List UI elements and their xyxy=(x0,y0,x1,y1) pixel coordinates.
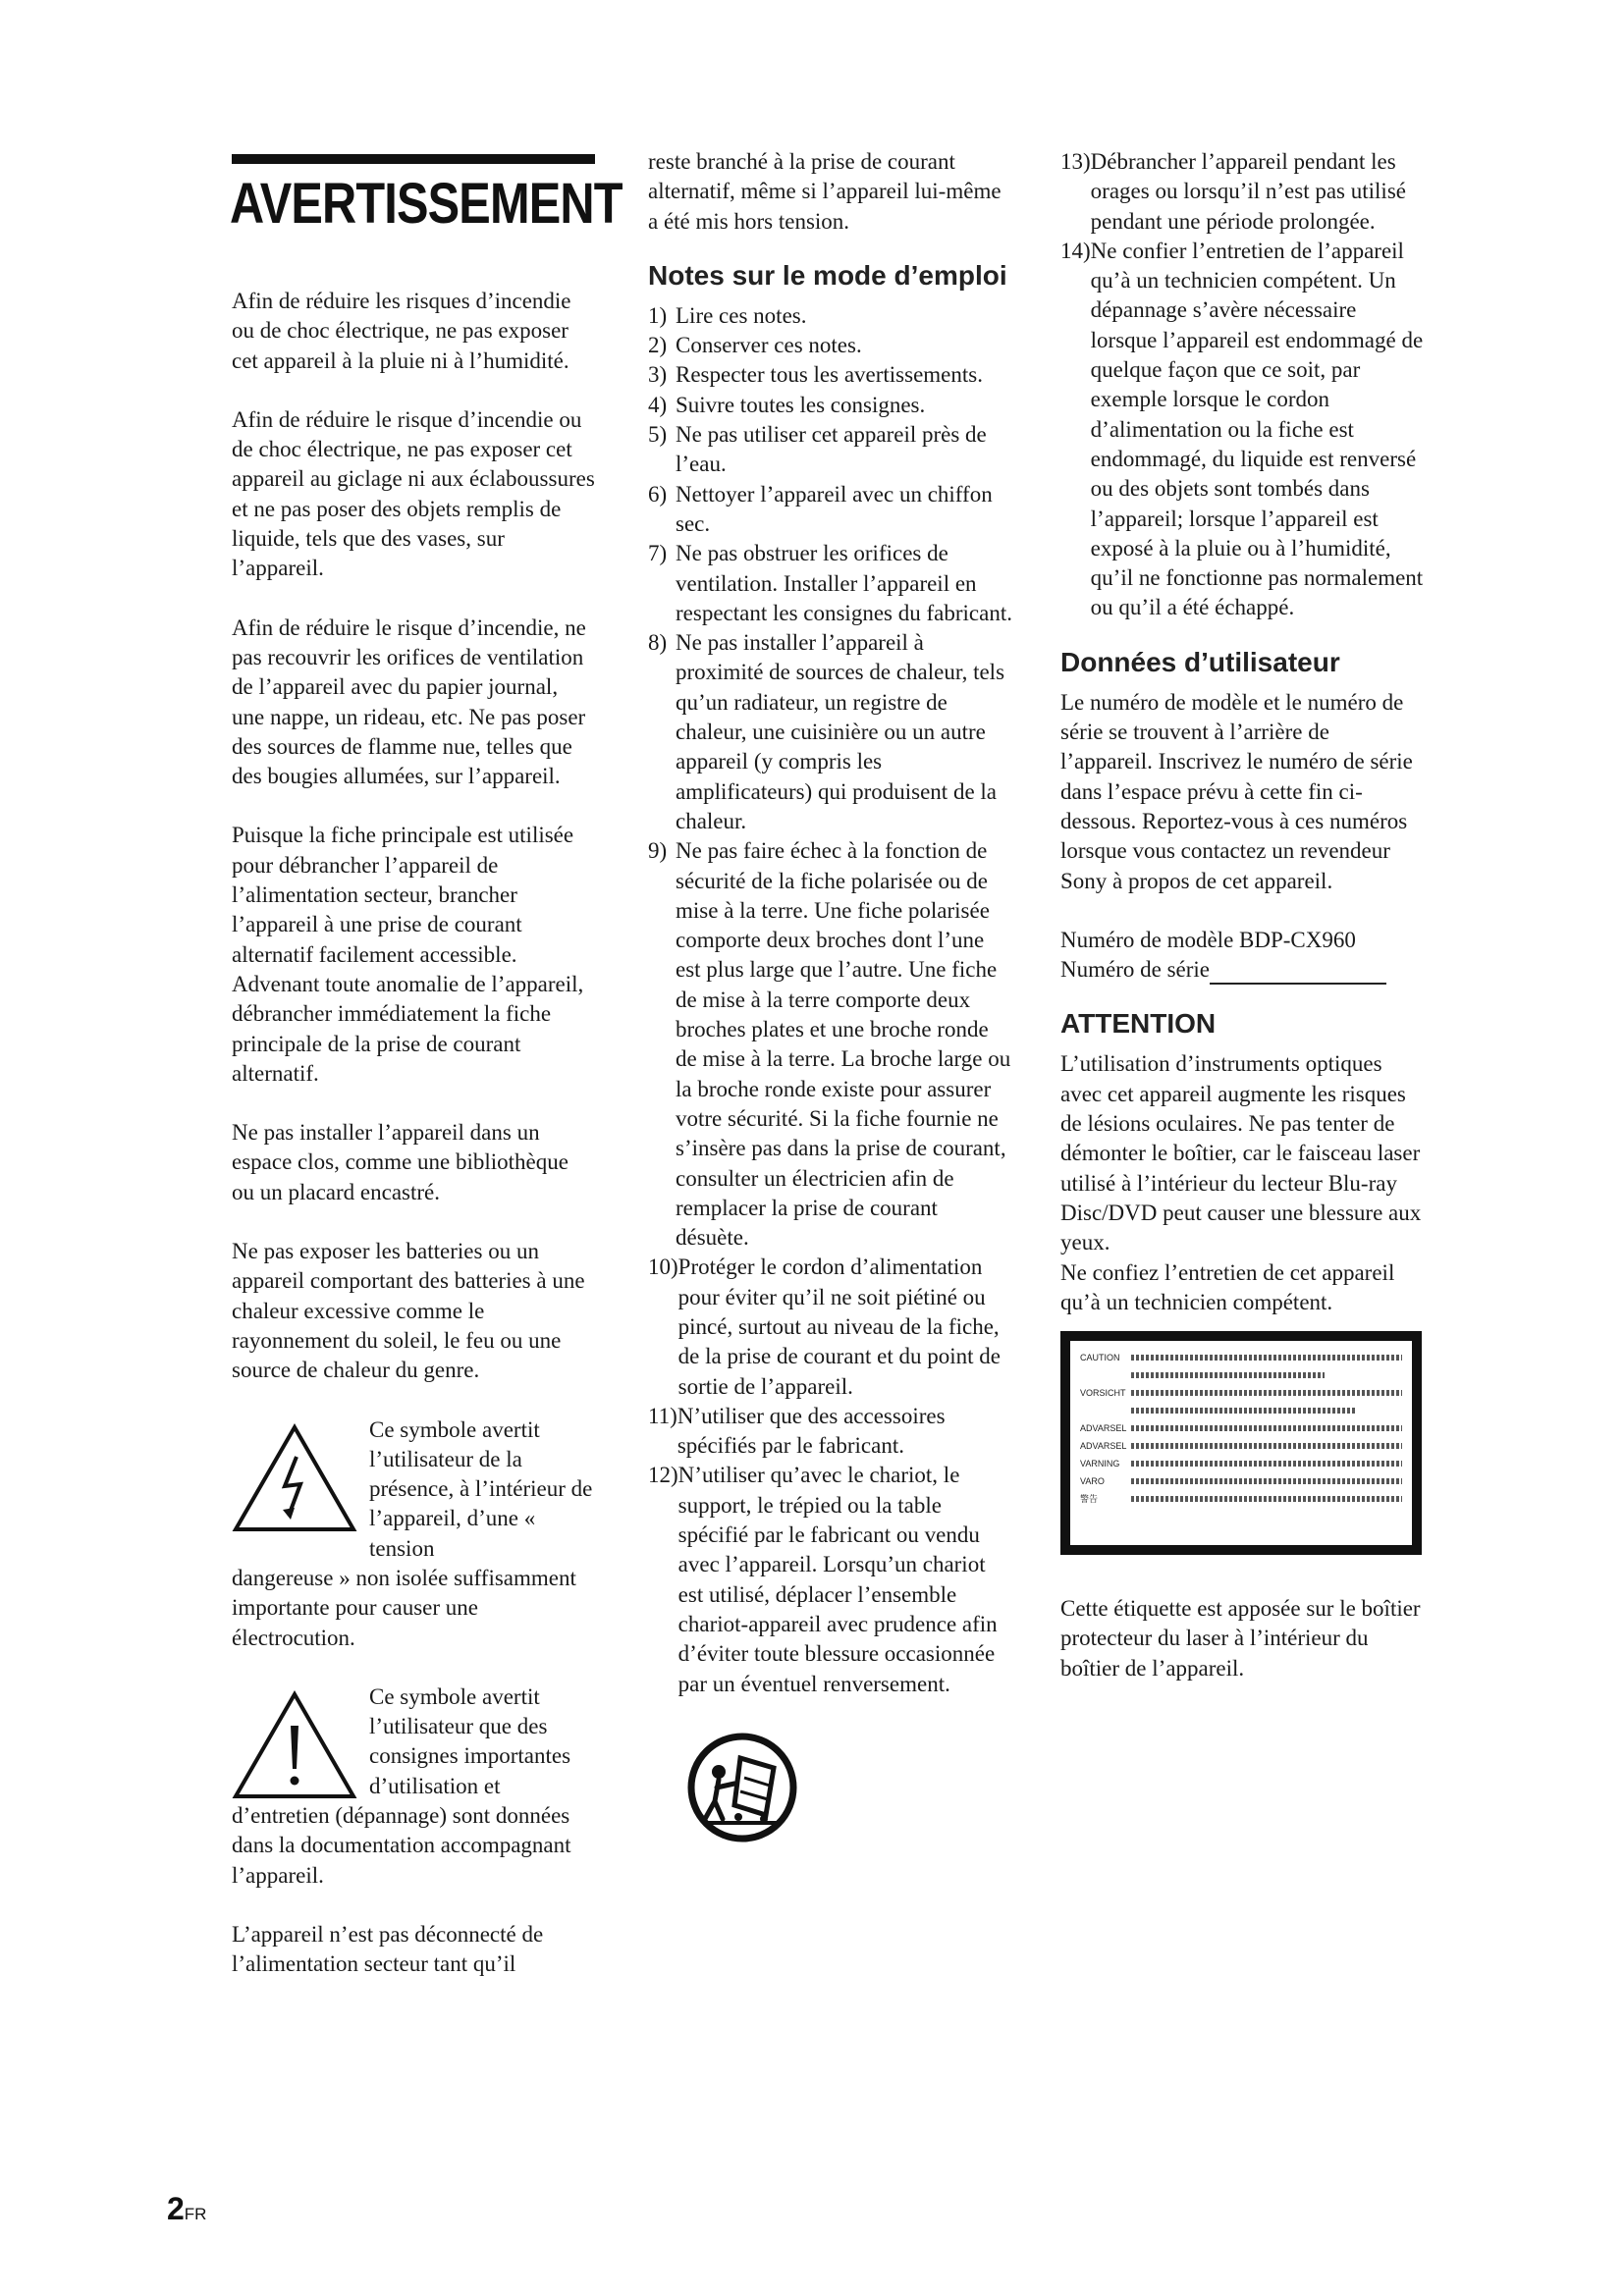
exclamation-symbol-block xyxy=(232,1682,595,1801)
list-item: 3) Respecter tous les avertissements. xyxy=(648,362,983,388)
list-item: 8) Ne pas installer l’appareil à proximité de sources de chaleur, tels qu’un radiateur, un registre de chaleur, une cuisinière ou un autre appareil (y compris les amplificateurs) qui produisent de la chaleur. xyxy=(648,630,1005,833)
exclamation-warning-icon xyxy=(232,1690,357,1800)
disconnect-para: L’appareil n’est pas déconnecté de l’alimentation secteur tant qu’il xyxy=(232,1921,544,1977)
attention-heading: ATTENTION xyxy=(1060,1008,1217,1040)
symbol2-rest-text: d’entretien (dépannage) sont données dans la documentation accompagnant l’appareil. xyxy=(232,1803,571,1888)
list-item: 11) N’utiliser que des accessoires spécifiés par le fabricant. xyxy=(648,1403,946,1459)
lightning-warning-icon xyxy=(232,1423,357,1533)
model-number-line: Numéro de modèle BDP-CX960 xyxy=(1060,927,1356,952)
symbol1-rest-text: dangereuse » non isolée suffisamment importante pour causer une électrocution. xyxy=(232,1565,576,1650)
warning-para-3: Afin de réduire le risque d’incendie, ne pas recouvrir les orifices de ventilation de l’appareil avec du papier journal, une nappe, un rideau, etc. Ne pas poser des sources de flamme nue, telles que des bougies allumées, sur l’appareil. xyxy=(232,614,586,789)
page-number: 2FR xyxy=(167,2191,207,2226)
title-rule xyxy=(232,154,595,164)
serial-number-line: Numéro de série xyxy=(1060,955,1426,985)
warning-para-6: Ne pas exposer les batteries ou un appareil comportant des batteries à une chaleur excessive comme le rayonnement du soleil, le feu ou une source de chaleur du genre. xyxy=(232,1239,585,1383)
column-2 xyxy=(648,147,1013,1854)
continued-para: reste branché à la prise de courant alternatif, même si l’appareil lui-même a été mis hors tension. xyxy=(648,149,1001,234)
user-data-heading: Données d’utilisateur xyxy=(1060,646,1340,677)
lightning-symbol-block xyxy=(232,1415,595,1564)
list-item: 13) Débrancher l’appareil pendant les orages ou lorsqu’il n’est pas utilisé pendant une période prolongée. xyxy=(1060,149,1406,234)
list-item: 9) Ne pas faire échec à la fonction de sécurité de la fiche polarisée ou de mise à la terre. Une fiche polarisée comporte deux broches dont l’une est plus large que l’autre. Une fiche de mise à la terre comporte deux broches plates et une broche ronde de mise à la terre. La broche large ou la broche ronde existe pour assurer votre sécurité. Si la fiche fournie ne s’insère pas dans la prise de courant, consulter un électricien afin de remplacer la prise de courant désuète. xyxy=(648,838,1011,1251)
notes-list-continued xyxy=(1060,147,1426,623)
list-item: 7) Ne pas obstruer les orifices de ventilation. Installer l’appareil en respectant les consignes du fabricant. xyxy=(648,541,1012,625)
notes-list xyxy=(648,301,1013,1699)
cart-tipover-icon xyxy=(683,1729,801,1846)
list-item: 4) Suivre toutes les consignes. xyxy=(648,392,926,417)
serial-number-blank xyxy=(1210,961,1386,985)
notes-heading: Notes sur le mode d’emploi xyxy=(648,259,1007,291)
symbol2-side-text: Ce symbole avertit l’utilisateur que des consignes importantes d’utilisation et xyxy=(369,1683,571,1798)
attention-para-2: Ne confiez l’entretien de cet appareil qu’à un technicien compétent. xyxy=(1060,1259,1395,1314)
list-item: 2) Conserver ces notes. xyxy=(648,333,862,358)
list-item: 5) Ne pas utiliser cet appareil près de l’eau. xyxy=(648,422,987,477)
list-item: 12) N’utiliser qu’avec le chariot, le support, le trépied ou la table spécifié par le fabricant ou vendu avec l’appareil. Lorsqu’un chariot est utilisé, déplacer l’ensemble chariot-appareil avec prudence afin d’éviter toute blessure occasionnée par un éventuel renversement. xyxy=(648,1463,998,1696)
warning-para-5: Ne pas installer l’appareil dans un espace clos, comme une bibliothèque ou un placard encastré. xyxy=(232,1120,568,1204)
symbol1-side-text: Ce symbole avertit l’utilisateur de la présence, à l’intérieur de l’appareil, d’une « tension xyxy=(369,1416,593,1561)
page-title: AVERTISSEMENT xyxy=(230,172,623,236)
label-caption: Cette étiquette est apposée sur le boîtier protecteur du laser à l’intérieur du boîtier de l’appareil. xyxy=(1060,1596,1421,1681)
column-1 xyxy=(232,287,595,1980)
user-data-para: Le numéro de modèle et le numéro de série se trouvent à l’arrière de l’appareil. Inscrivez le numéro de série dans l’espace prévu à cette fin ci-dessous. Reportez-vous à ces numéros lorsque vous contactez un revendeur Sony à propos de cet appareil. xyxy=(1060,689,1413,893)
warning-para-1: Afin de réduire les risques d’incendie ou de choc électrique, ne pas exposer cet appareil à la pluie ni à l’humidité. xyxy=(232,289,571,373)
warning-para-4: Puisque la fiche principale est utilisée pour débrancher l’appareil de l’alimentation secteur, brancher l’appareil à une prise de courant alternatif facilement accessible. Advenant toute anomalie de l’appareil, débrancher immédiatement la fiche principale de la prise de courant alternatif. xyxy=(232,823,584,1086)
list-item: 14) Ne confier l’entretien de l’appareil qu’à un technicien compétent. Un dépannage s’avère nécessaire lorsque l’appareil est endommagé de quelque façon que ce soit, par exemple lorsque le cordon d’alimentation ou la fiche est endommagé, du liquide est renversé ou des objets sont tombés dans l’appareil; lorsque l’appareil est exposé à la pluie ou à l’humidité, qu’il ne fonctionne pas normalement ou qu’il a été échappé. xyxy=(1060,238,1424,620)
attention-para: L’utilisation d’instruments optiques avec cet appareil augmente les risques de lésions oculaires. Ne pas tenter de démonter le boîtier, car le faisceau laser utilisé à l’intérieur du lecteur Blu-ray Disc/DVD peut causer une blessure aux yeux. xyxy=(1060,1051,1422,1255)
warning-para-2: Afin de réduire le risque d’incendie ou de choc électrique, ne pas exposer cet appareil au giclage ni aux éclaboussures et ne pas poser des objets remplis de liquide, tels que des vases, sur l’appareil. xyxy=(232,406,595,581)
list-item: 10) Protéger le cordon d’alimentation pour éviter qu’il ne soit piétiné ou pincé, surtout au niveau de la fiche, de la prise de courant et du point de sortie de l’appareil. xyxy=(648,1255,1001,1399)
list-item: 1) Lire ces notes. xyxy=(648,302,807,328)
column-3 xyxy=(1060,147,1426,1683)
list-item: 6) Nettoyer l’appareil avec un chiffon sec. xyxy=(648,481,993,536)
laser-warning-label: CAUTION VORSICHT ADVARSEL ADVARSEL VARNING VARO 警告 xyxy=(1060,1331,1422,1555)
